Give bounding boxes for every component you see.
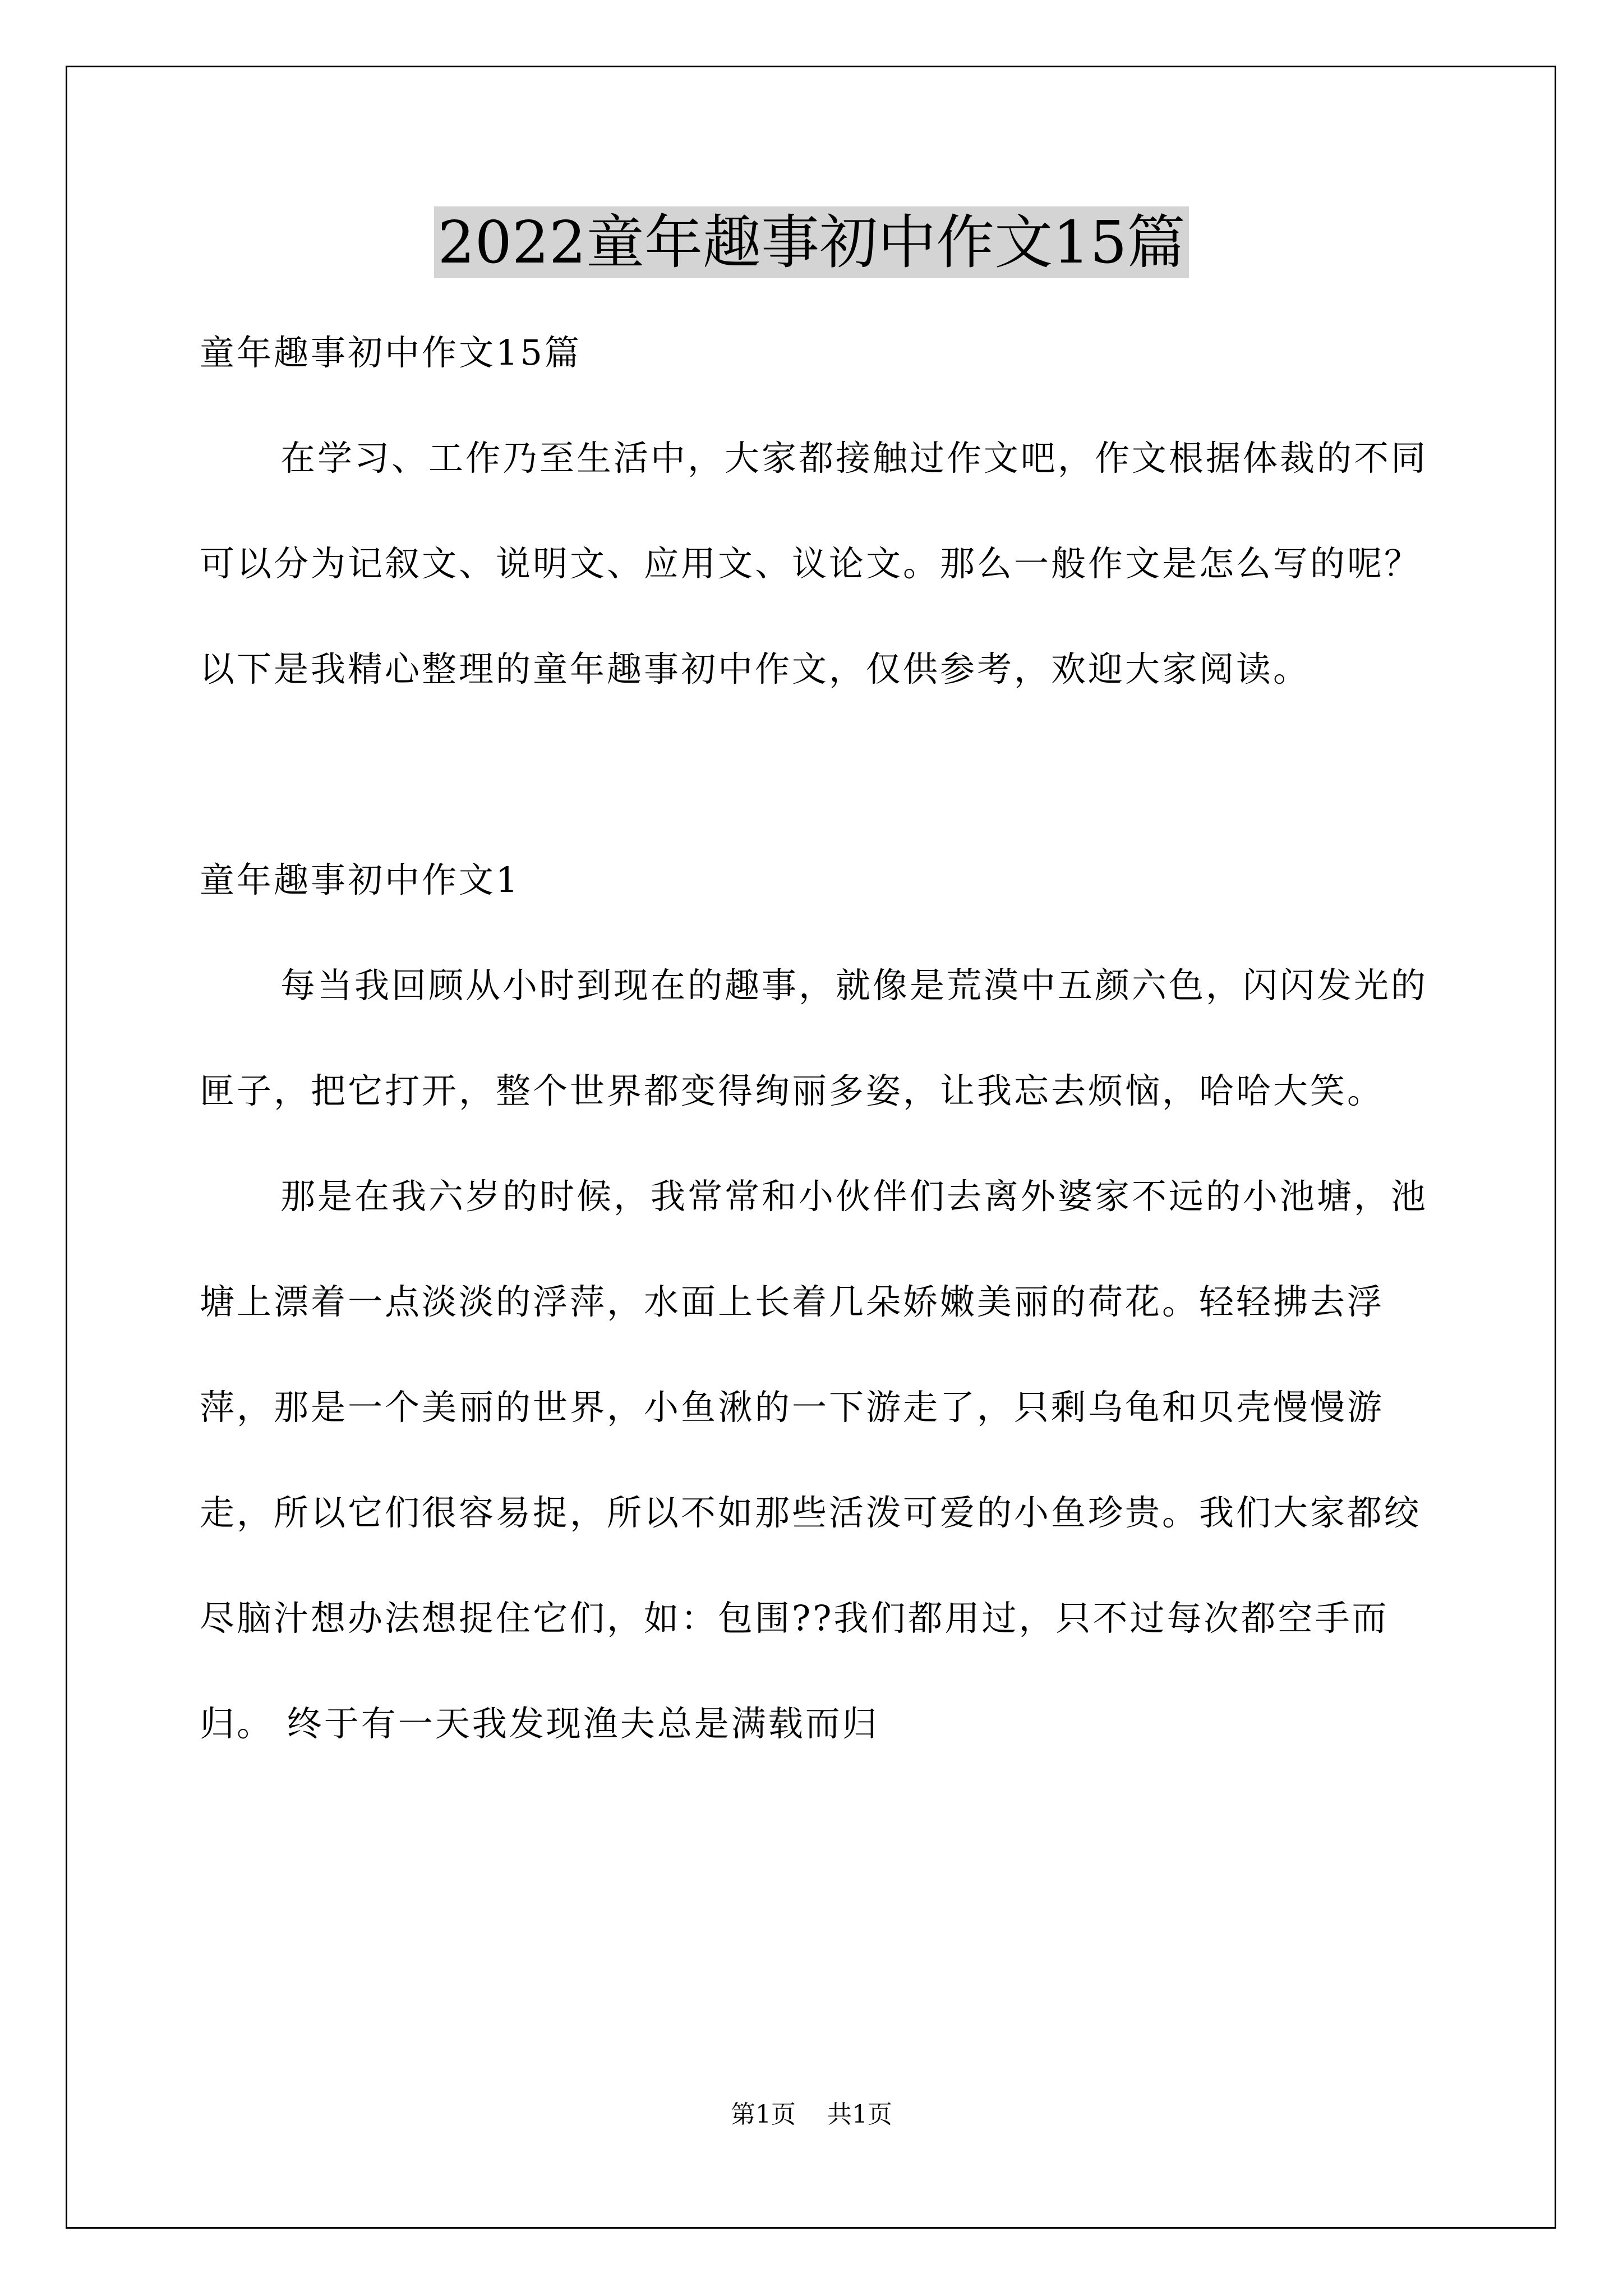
body-paragraph-1: 每当我回顾从小时到现在的趣事，就像是荒漠中五颜六色，闪闪发光的匣子，把它打开，整个世界都变得绚丽多姿，让我忘去烦恼，哈哈大笑。 xyxy=(200,965,1428,1111)
title-container xyxy=(0,206,1623,278)
page-footer xyxy=(0,2098,1623,2132)
paragraph-spacer xyxy=(200,722,1439,827)
page-number-total: 共1页 xyxy=(827,2100,892,2129)
document-title: 2022童年趣事初中作文15篇 xyxy=(434,206,1188,278)
intro-paragraph: 在学习、工作乃至生活中，大家都接触过作文吧，作文根据体裁的不同可以分为记叙文、说明文、应用文、议论文。那么一般作文是怎么写的呢？以下是我精心整理的童年趣事初中作文，仅供参考，欢迎大家阅读。 xyxy=(200,438,1428,689)
body-paragraph-2: 那是在我六岁的时候，我常常和小伙伴们去离外婆家不远的小池塘，池塘上漂着一点淡淡的浮萍，水面上长着几朵娇嫩美丽的荷花。轻轻拂去浮萍，那是一个美丽的世界，小鱼湫的一下游走了，只剩乌龟和贝壳慢慢游走，所以它们很容易捉，所以不如那些活泼可爱的小鱼珍贵。我们大家都绞尽脑汁想办法想捉住它们，如：包围??我们都用过，只不过每次都空手而归。 终于有一天我发现渔夫总是满载而归 xyxy=(200,1176,1428,1744)
document-body xyxy=(200,300,1439,1777)
subtitle-heading: 童年趣事初中作文15篇 xyxy=(200,332,582,373)
page-number-current: 第1页 xyxy=(731,2100,796,2129)
section-heading: 童年趣事初中作文1 xyxy=(200,859,520,900)
